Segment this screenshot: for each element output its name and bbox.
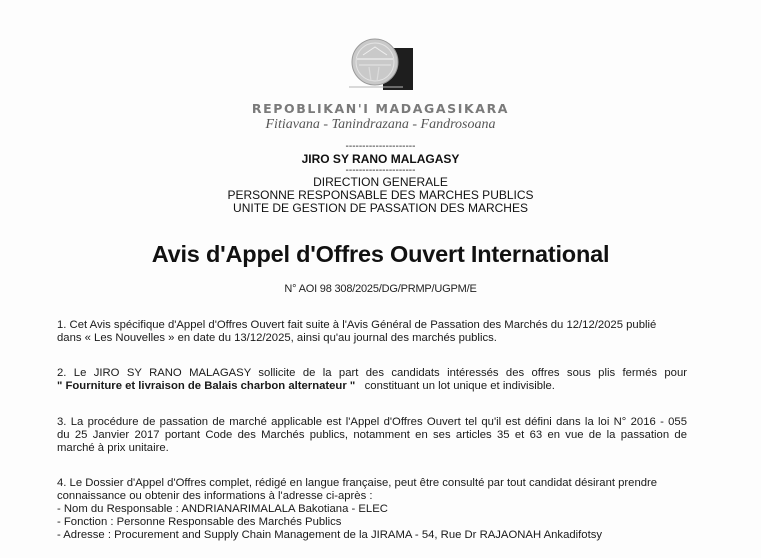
republic-name: REPOBLIKAN'I MADAGASIKARA <box>251 101 510 116</box>
paragraph-1 <box>57 319 687 345</box>
paragraph-2-line-2-rest: constituant un lot unique et indivisible. <box>355 380 555 392</box>
notice-title: Avis d'Appel d'Offres Ouvert International <box>151 241 610 267</box>
paragraph-2-line-1: 2. Le JIRO SY RANO MALAGASY sollicite de la part des candidats intéressés des offres sous plis fermés pour <box>57 367 687 379</box>
organization-name: JIRO SY RANO MALAGASY <box>301 152 460 166</box>
paragraph-4-line-2: connaissance ou obtenir des informations à l'adresse ci-après : <box>57 490 373 502</box>
national-seal-logo <box>343 37 419 93</box>
paragraph-4 <box>57 477 687 542</box>
national-motto: Fitiavana - Tanindrazana - Fandrosoana <box>265 117 496 132</box>
responsible-address: - Adresse : Procurement and Supply Chain Management de la JIRAMA - 54, Rue Dr RAJAONAH Ankadifotsy <box>57 529 603 541</box>
department-ugpm: UNITE DE GESTION DE PASSATION DES MARCHES <box>233 201 528 215</box>
separator-bottom: --------------------- <box>345 165 416 176</box>
paragraph-1-line-2: dans « Les Nouvelles » en date du 13/12/2025, ainsi qu'au journal des marchés publics. <box>57 332 497 344</box>
paragraph-1-line-1: 1. Cet Avis spécifique d'Appel d'Offres Ouvert fait suite à l'Avis Général de Passation des Marchés du 12/12/2025 publié <box>57 319 657 331</box>
paragraph-4-line-1: 4. Le Dossier d'Appel d'Offres complet, rédigé en langue française, peut être consulté par tout candidat désirant prendre <box>57 477 658 489</box>
tender-subject: " Fourniture et livraison de Balais charbon alternateur " <box>57 380 356 392</box>
notice-reference: N° AOI 98 308/2025/DG/PRMP/UGPM/E <box>284 283 477 295</box>
paragraph-3-line-2: du 25 Janvier 2017 portant Code des Marchés publics, notamment en ses articles 35 et 63 en vue de la passation de <box>57 429 687 441</box>
responsible-function: - Fonction : Personne Responsable des Marchés Publics <box>57 516 342 528</box>
paragraph-2-line-2 <box>57 380 687 393</box>
paragraph-3-line-1: 3. La procédure de passation de marché applicable est l'Appel d'Offres Ouvert tel qu'il est défini dans la loi N° 2016 - 055 <box>57 416 687 428</box>
responsible-name: - Nom du Responsable : ANDRIANARIMALALA Bakotiana - ELEC <box>57 503 388 515</box>
paragraph-3 <box>57 416 687 455</box>
separator-top: --------------------- <box>345 141 416 152</box>
department-direction: DIRECTION GENERALE <box>313 175 448 189</box>
paragraph-3-line-3: marché à prix unitaire. <box>57 442 169 454</box>
department-prmp: PERSONNE RESPONSABLE DES MARCHES PUBLICS <box>227 188 534 202</box>
paragraph-2 <box>57 367 687 393</box>
